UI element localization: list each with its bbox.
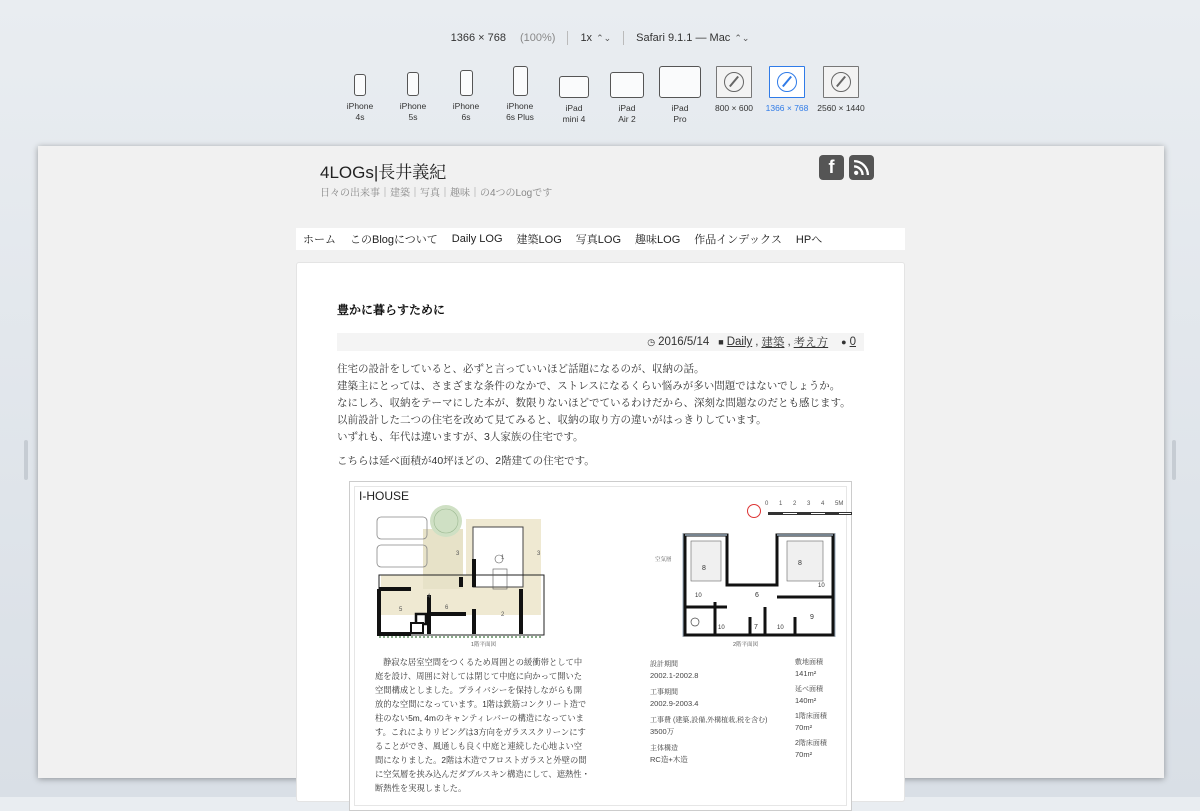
spec-key: 2階床面積 [795,740,827,747]
spec-value: 2002.9-2003.4 [650,699,699,708]
rss-icon[interactable] [849,155,874,180]
device-ipad-air-2[interactable] [597,64,657,125]
browser-window-icon [769,66,805,98]
post-card [296,262,905,802]
scale-tick: 3 [807,501,811,507]
comment-icon: ● [841,337,847,347]
updown-chevron-icon: ⌃⌄ [734,32,750,43]
scale-select[interactable] [568,32,623,44]
scale-tick: 5M [835,501,844,507]
site-title[interactable]: 4LOGs|長井義紀 [320,163,447,182]
device-iphone-5s[interactable] [383,64,443,123]
clock-icon: ◷ [647,336,656,347]
category-link[interactable]: 考え方 [793,337,829,349]
post-line: なにしろ、収納をテーマにした本が、数限りないほどでているわけだから、深刻な問題なのだとも感じます。 [337,397,851,409]
spec-value: 70m² [795,723,813,732]
spec-key: 設計期間 [650,661,678,668]
category-link[interactable]: Daily [726,336,753,348]
device-label: 800 × 600 [714,103,754,113]
device-label: 1366 × 768 [765,103,809,113]
page-viewport [38,146,1164,793]
nav-daily-log[interactable]: Daily LOG [451,233,503,245]
plan-description: 静寂な居室空間をつくるため周囲との緩衝帯として中庭を設け、周囲に対しては閉じて中庭に向かって開いた空間構成としました。プライバシーを保持しながらも開放的な空間になっています。1階は鉄筋コンクリート造で柱のない5m, 4mのキャンティレバーの構造になっています。これによりリビングは3方向をガラススクリーンにすることができ、風通しも良く中庭と連続した心地よい空間になりました。2階は木造でフロストガラスと外壁の間に空気層を挟み込んだダブルスキン構造にして、遮熱性・断熱性を実現しました。 [375,657,590,793]
spec-value: 141m² [795,669,817,678]
facebook-icon[interactable]: f [819,155,844,180]
iphone-icon [460,70,473,96]
spec-value: 3500万 [650,727,675,736]
user-agent-select[interactable] [624,32,761,44]
compass-icon [724,72,744,92]
device-ipad-pro[interactable] [650,64,710,125]
scale-tick: 0 [765,501,769,507]
zoom-percent: (100%) [519,32,556,44]
device-label: iPad Air 2 [618,103,636,124]
room-number: 3 [456,551,460,557]
spec-key: 敷地面積 [795,659,823,666]
nav-architecture-log[interactable]: 建築LOG [516,234,562,246]
compass-icon [777,72,797,92]
room-number: 10 [695,593,702,599]
scale-bar-graphic [768,512,852,515]
device-800x600[interactable] [704,64,764,114]
scale-tick: 4 [821,501,825,507]
nav-home[interactable]: ホーム [303,234,336,246]
device-presets [0,64,1200,128]
device-1366x768[interactable] [757,64,817,114]
category-link[interactable]: 建築 [761,337,785,349]
device-label: iPhone 6s Plus [506,101,534,122]
post-meta: ◷ 2016/5/14 ■ Daily , 建築 , 考え方 ● 0 [337,333,864,351]
nav-hobby-log[interactable]: 趣味LOG [635,234,681,246]
plan-caption: 1階平面図 [471,642,497,648]
scale-value: 1x [580,32,593,44]
house-plan-image[interactable] [349,481,852,811]
social-links [819,155,874,180]
room-number: 6 [445,605,449,611]
plan-sheet [354,486,847,806]
device-label: iPad mini 4 [562,103,586,124]
nav-photo-log[interactable]: 写真LOG [575,234,622,246]
room-number: 6 [755,592,759,599]
post-line: 住宅の設計をしていると、必ずと言っていいほど話題になるのが、収納の話。 [337,363,705,375]
main-nav [296,228,905,250]
room-number: 10 [818,583,825,589]
spec-key: 1階床面積 [795,713,827,720]
scale-bar [747,501,849,518]
room-number: 9 [810,614,814,621]
site-description: 日々の出来事｜建築｜写真｜趣味｜の4つのLogです [320,188,553,199]
room-number: 8 [798,560,802,567]
nav-about[interactable]: このBlogについて [350,234,438,246]
ipad-icon [610,72,644,98]
post-line: 建築主にとっては、さまざまな条件のなかで、ストレスになるくらい悩みが多い問題ではないでしょうか。 [337,380,841,392]
scale-tick: 1 [779,501,783,507]
post-body [337,361,877,446]
ipad-icon [659,66,701,98]
device-label: iPhone 4s [346,101,374,122]
room-number: 4 [427,594,431,600]
spec-key: 延べ面積 [795,686,823,693]
spec-list-left [650,659,770,765]
spec-value: 140m² [795,696,817,705]
device-label: iPhone 6s [452,101,480,122]
plan-caption: 2階平面図 [733,642,759,648]
device-iphone-4s[interactable] [330,64,390,123]
comment-count[interactable]: 0 [849,336,856,348]
iphone-icon [407,72,419,96]
user-agent-value: Safari 9.1.1 — Mac [636,32,731,44]
device-2560x1440[interactable] [811,64,871,114]
resize-handle-right[interactable] [1172,440,1176,480]
post-line: いずれも、年代は違いますが、3人家族の住宅です。 [337,431,584,443]
post-paragraph: こちらは延べ面積が40坪ほどの、2階建ての住宅です。 [337,455,595,467]
device-label: iPad Pro [671,103,689,124]
browser-window-icon [716,66,752,98]
second-floor-plan [655,527,835,637]
spec-key: 主体構造 [650,745,678,752]
spec-value: 70m² [795,750,813,759]
iphone-icon [513,66,528,96]
room-number: 8 [702,565,706,572]
post-date: 2016/5/14 [658,336,710,348]
room-number: 10 [718,625,725,631]
updown-chevron-icon: ⌃⌄ [596,32,612,43]
first-floor-plan [371,509,551,639]
room-number: 10 [777,625,784,631]
spec-key: 工事期間 [650,689,678,696]
device-label: 2560 × 1440 [817,103,865,113]
scale-tick: 2 [793,501,797,507]
browser-window-icon [823,66,859,98]
resolution-display[interactable] [439,32,568,44]
ipad-icon [559,76,589,98]
responsive-toolbar [0,28,1200,48]
device-label: iPhone 5s [399,101,427,122]
room-number: 3 [537,551,541,557]
device-iphone-6s-plus[interactable] [490,64,550,123]
room-number: 1 [501,555,505,561]
iphone-icon [354,74,366,96]
room-number: 2 [501,612,505,618]
resolution-text: 1366 × 768 [450,32,506,44]
spec-value: 2002.1-2002.8 [650,671,699,680]
post-title[interactable]: 豊かに暮らすために [337,303,446,317]
compass-icon [831,72,851,92]
air-layer-label: 空気層 [655,557,672,563]
room-number: 7 [754,624,758,631]
north-arrow-icon [747,504,761,518]
nav-homepage[interactable]: HPへ [795,234,823,246]
spec-value: RC造+木造 [650,755,688,764]
device-ipad-mini-4[interactable] [544,64,604,125]
folder-icon: ■ [718,337,724,347]
resize-handle-left[interactable] [24,440,28,480]
nav-works-index[interactable]: 作品インデックス [694,234,782,246]
plan-title: I-HOUSE [359,489,410,503]
spec-list-right [795,657,855,760]
post-line: 以前設計した二つの住宅を改めて見てみると、収納の取り方の違いがはっきりしています。 [337,414,767,426]
device-iphone-6s[interactable] [436,64,496,123]
room-number: 5 [399,607,403,613]
spec-key: 工事費 (建築,設備,外構植栽,税を含む) [650,717,768,724]
